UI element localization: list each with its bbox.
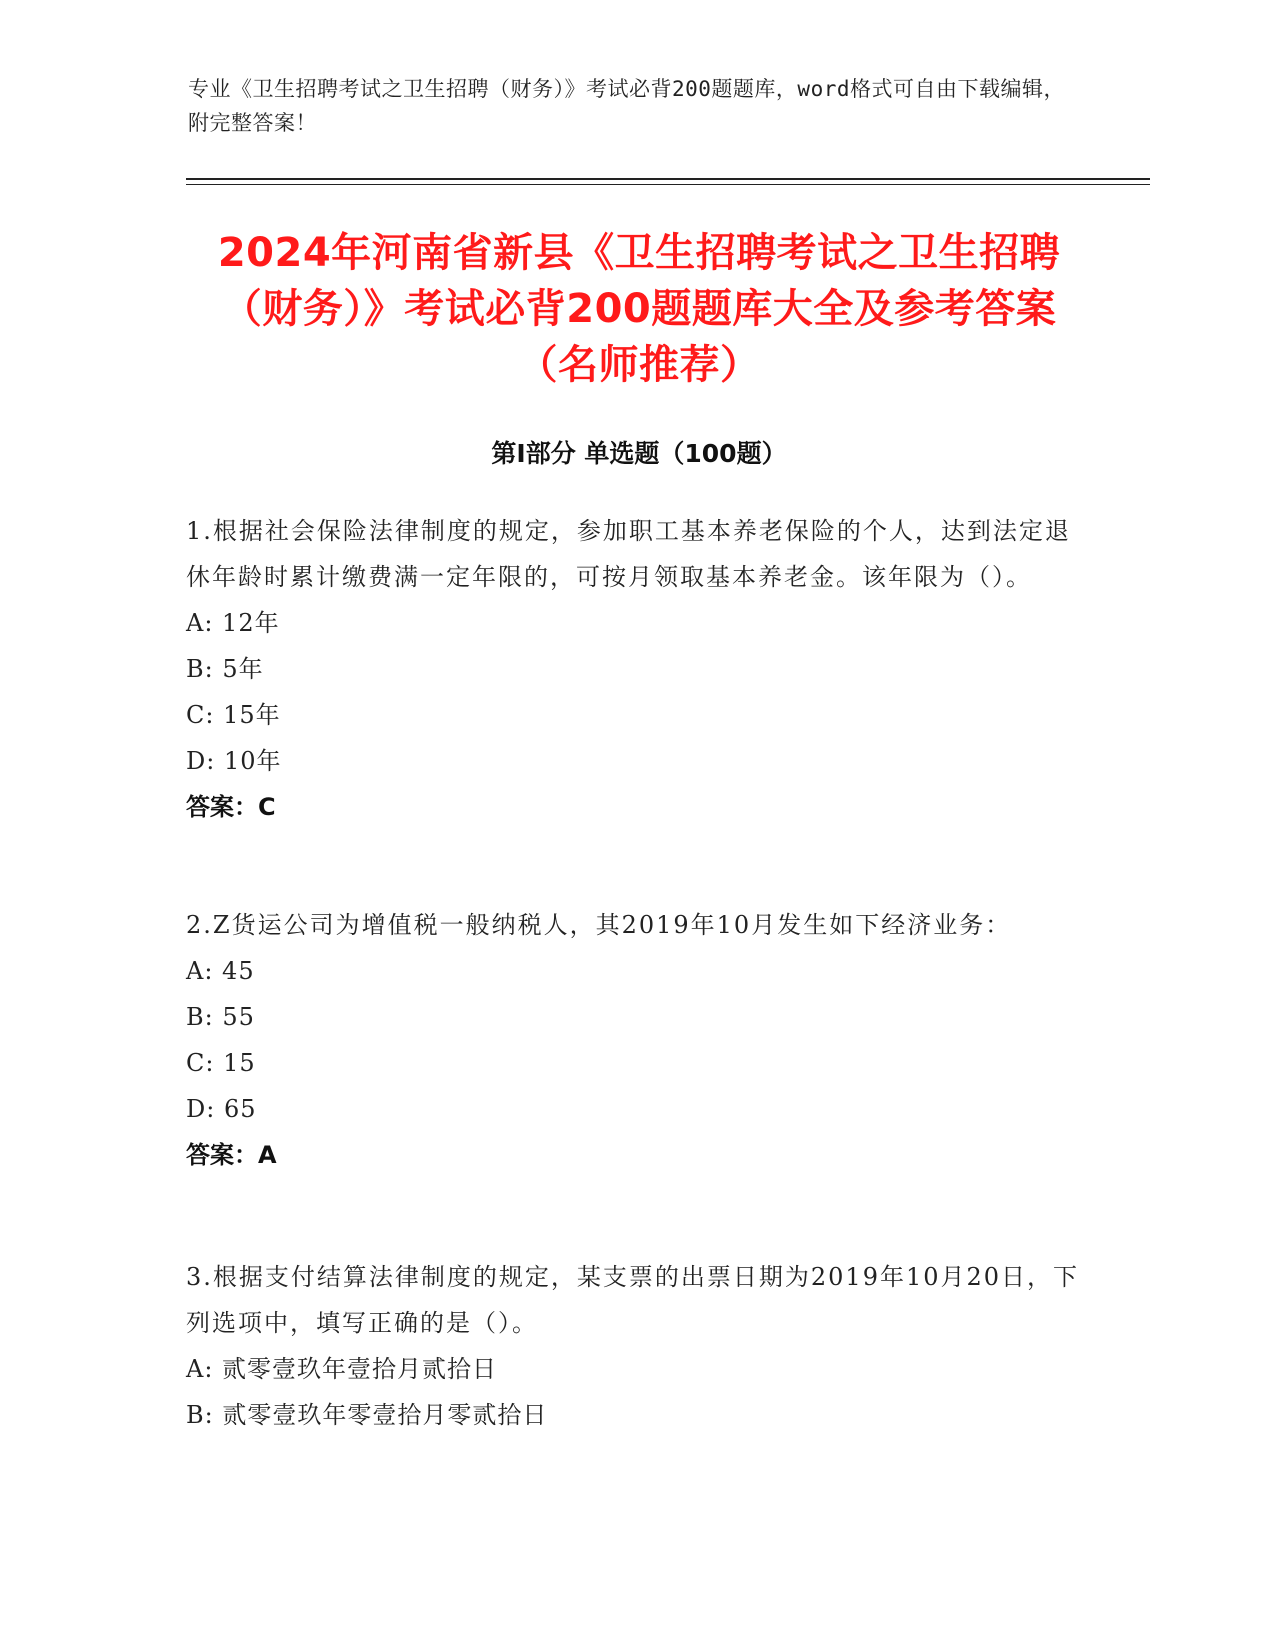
option-a: A: 12年 [186,609,280,637]
option-d: D: 65 [186,1095,257,1123]
answer: 答案：A [186,1141,277,1169]
header-rule-thick [186,178,1150,180]
option-a: A: 贰零壹玖年壹拾月贰拾日 [186,1355,498,1383]
option-d: D: 10年 [186,747,282,775]
option-b: B: 5年 [186,655,264,683]
option-a: A: 45 [186,957,255,985]
question-stem: 2.Z货运公司为增值税一般纳税人，其2019年10月发生如下经济业务： [186,911,1012,939]
question-stem: 3.根据支付结算法律制度的规定，某支票的出票日期为2019年10月20日，下列选项中，填写正确的是（）。 [186,1263,1080,1337]
header-rule-thin [186,184,1150,185]
question-stem: 1.根据社会保险法律制度的规定，参加职工基本养老保险的个人，达到法定退休年龄时累计缴费满一定年限的，可按月领取基本养老金。该年限为（）。 [186,517,1071,591]
question-1 [186,508,1086,830]
option-b: B: 55 [186,1003,255,1031]
document-title: 2024年河南省新县《卫生招聘考试之卫生招聘（财务）》考试必背200题题库大全及参考答案（名师推荐） [217,230,1061,388]
question-3 [186,1254,1086,1438]
question-2 [186,902,1086,1178]
option-c: C: 15 [186,1049,256,1077]
header-note: 专业《卫生招聘考试之卫生招聘（财务）》考试必背200题题库，word格式可自由下载编辑，附完整答案！ [188,77,1065,135]
option-c: C: 15年 [186,701,281,729]
option-b: B: 贰零壹玖年零壹拾月零贰拾日 [186,1401,548,1429]
answer: 答案：C [186,793,276,821]
section-heading: 第Ⅰ部分 单选题（100题） [491,439,787,468]
